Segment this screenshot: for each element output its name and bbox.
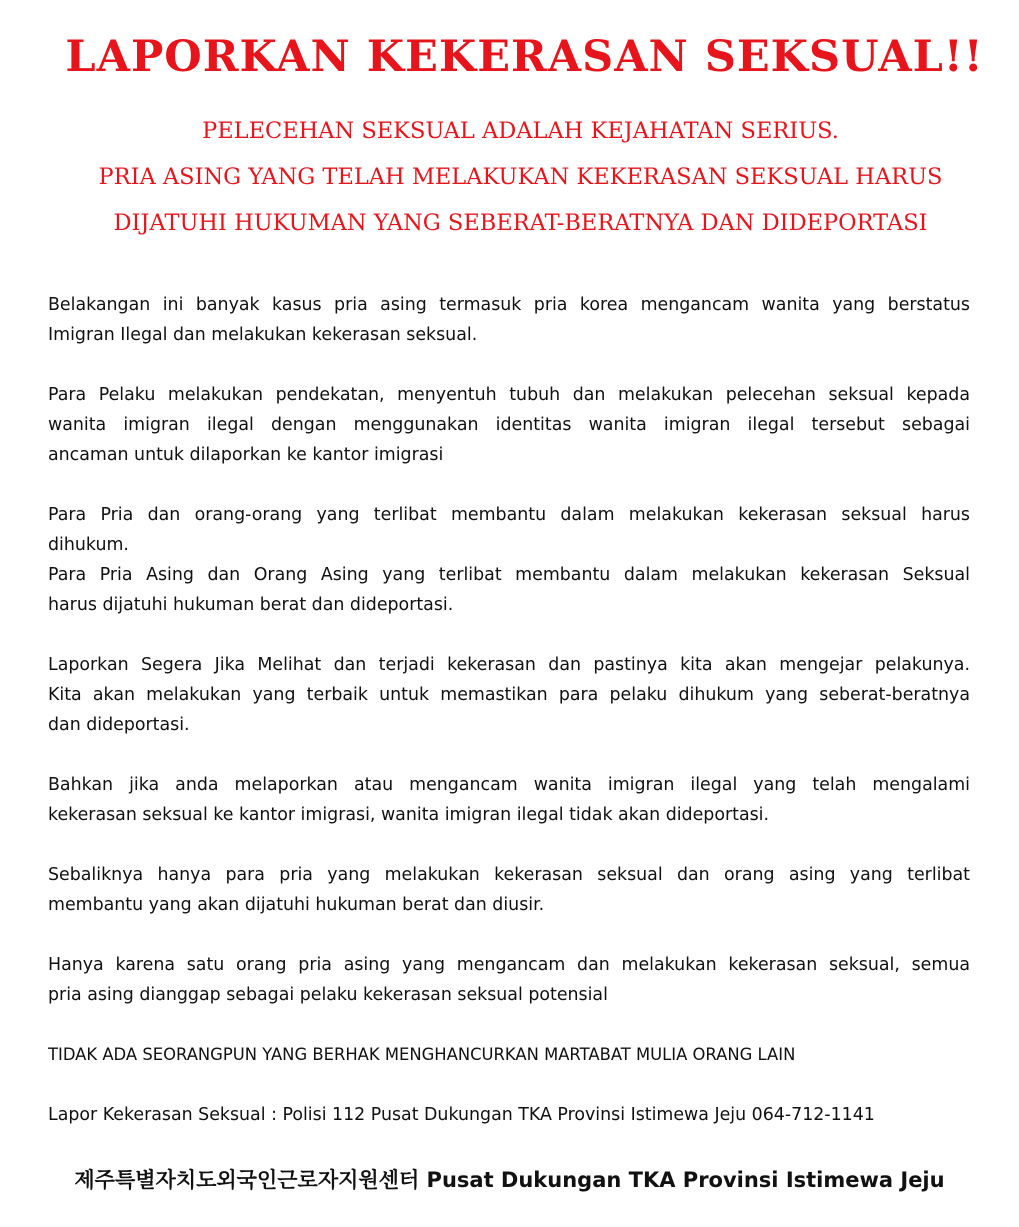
body-text [48,290,970,1130]
subtitle-line-3: DIJATUHI HUKUMAN YANG SEBERAT-BERATNYA DAN DIDEPORTASI [113,210,928,236]
paragraph-line: Belakangan ini banyak kasus pria asing termasuk pria korea mengancam wanita yang berstatus [48,295,970,315]
paragraph-line: harus dijatuhi hukuman berat dan dideportasi. [48,595,454,615]
paragraph-5 [48,770,970,830]
paragraph-4 [48,650,970,740]
paragraph-line: ancaman untuk dilaporkan ke kantor imigrasi [48,445,444,465]
subtitle-line-1: PELECEHAN SEKSUAL ADALAH KEJAHATAN SERIUS. [202,118,839,144]
paragraph-line: membantu yang akan dijatuhi hukuman berat dan diusir. [48,895,545,915]
subtitle-block [0,108,1019,246]
paragraph-line: pria asing dianggap sebagai pelaku kekerasan seksual potensial [48,985,608,1005]
paragraph-line: Laporkan Segera Jika Melihat dan terjadi kekerasan dan pastinya kita akan mengejar pelakunya. [48,655,970,675]
paragraph-line: Para Pria Asing dan Orang Asing yang terlibat membantu dalam melakukan kekerasan Seksual [48,565,970,585]
paragraph-7 [48,950,970,1010]
paragraph-line: Kita akan melakukan yang terbaik untuk memastikan para pelaku dihukum yang seberat-beratnya [48,685,970,705]
footer-organization: 제주특별자치도외국인근로자지원센터 Pusat Dukungan TKA Provinsi Istimewa Jeju [74,1168,945,1192]
paragraph-line: kekerasan seksual ke kantor imigrasi, wanita imigran ilegal tidak akan dideportasi. [48,805,770,825]
paragraph-3 [48,500,970,620]
paragraph-line: Para Pelaku melakukan pendekatan, menyentuh tubuh dan melakukan pelecehan seksual kepada [48,385,970,405]
paragraph-line: Bahkan jika anda melaporkan atau mengancam wanita imigran ilegal yang telah mengalami [48,775,970,795]
paragraph-line: dihukum. [48,535,129,555]
paragraph-line: Para Pria dan orang-orang yang terlibat membantu dalam melakukan kekerasan seksual harus [48,505,970,525]
paragraph-2 [48,380,970,470]
paragraph-line: wanita imigran ilegal dengan menggunakan identitas wanita imigran ilegal tersebut sebagai [48,415,970,435]
paragraph-line: Sebaliknya hanya para pria yang melakukan kekerasan seksual dan orang asing yang terlibat [48,865,970,885]
report-contact-line: Lapor Kekerasan Seksual : Polisi 112 Pusat Dukungan TKA Provinsi Istimewa Jeju 064-712-1141 [48,1105,875,1125]
dignity-statement: TIDAK ADA SEORANGPUN YANG BERHAK MENGHANCURKAN MARTABAT MULIA ORANG LAIN [48,1045,796,1064]
paragraph-line: Hanya karena satu orang pria asing yang mengancam dan melakukan kekerasan seksual, semua [48,955,970,975]
paragraph-1 [48,290,970,350]
paragraph-line: Imigran Ilegal dan melakukan kekerasan seksual. [48,325,478,345]
page-title: LAPORKAN KEKERASAN SEKSUAL!! [65,32,984,82]
subtitle-line-2: PRIA ASING YANG TELAH MELAKUKAN KEKERASAN SEKSUAL HARUS [98,164,943,190]
paragraph-line: dan dideportasi. [48,715,190,735]
paragraph-6 [48,860,970,920]
